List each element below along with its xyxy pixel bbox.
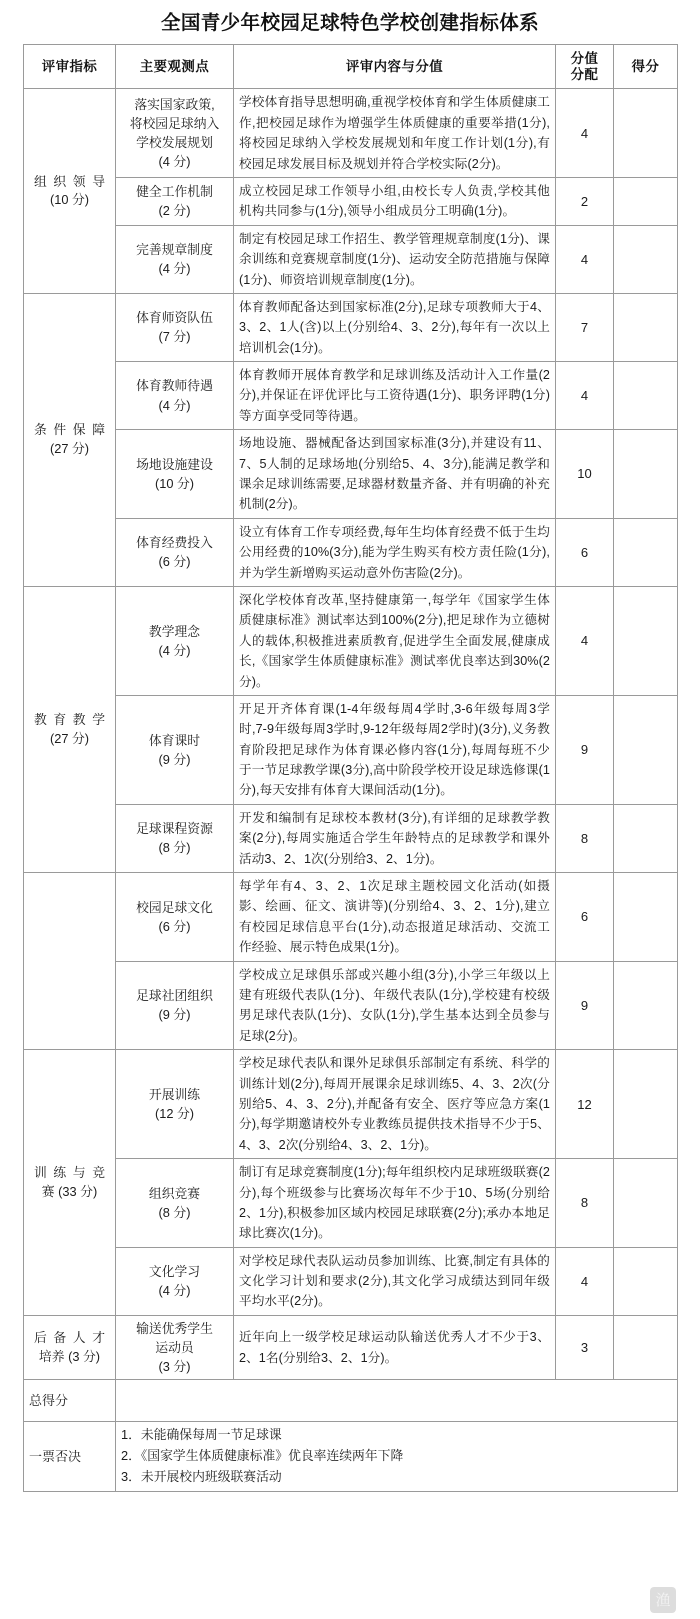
header-category: 评审指标 (24, 45, 116, 89)
score-allocation-cell: 6 (556, 873, 614, 962)
observation-name: 运动员 (155, 1340, 194, 1356)
content-cell: 对学校足球代表队运动员参加训练、比赛,制定有具体的文化学习计划和要求(2分),其文化学习成绩达到同年级平均水平(2分)。 (234, 1247, 556, 1315)
watermark-glyph: 渔 (655, 1590, 671, 1609)
category-cell (24, 89, 116, 294)
content-cell: 开发和编制有足球校本教材(3分),有详细的足球教学教案(2分),每周实施适合学生年龄特点的足球教学和课外活动3、2、1次(分别给3、2、1分)。 (234, 804, 556, 872)
veto-label: 一票否决 (24, 1422, 116, 1491)
observation-cell (116, 430, 234, 519)
table-header (24, 45, 678, 89)
observation-points: (9 分) (158, 751, 191, 767)
category-cell (24, 1050, 116, 1316)
category-points: 培养 (3 分) (38, 1348, 101, 1364)
table-row (24, 225, 678, 293)
observation-points: (4 分) (158, 261, 191, 277)
table-row (24, 518, 678, 586)
observation-points: (8 分) (158, 1204, 191, 1220)
observation-points: (6 分) (158, 918, 191, 934)
category-points: (10 分) (49, 192, 90, 208)
category-name: 后备人才 (34, 1330, 105, 1346)
total-score-label: 总得分 (24, 1380, 116, 1422)
table-body (24, 89, 678, 1491)
mark-cell[interactable] (614, 225, 678, 293)
table-row (24, 1247, 678, 1315)
content-cell: 体育教师配备达到国家标准(2分),足球专项教师大于4、3、2、1人(含)以上(分别给4、3、2分),每年有一次以上培训机会(1分)。 (234, 293, 556, 361)
header-score-allocation (556, 45, 614, 89)
content-cell: 设立有体育工作专项经费,每年生均体育经费不低于生均公用经费的10%(3分),能为学生购买有校方责任险(1分),并为学生新增购买运动意外伤害险(2分)。 (234, 518, 556, 586)
mark-cell[interactable] (614, 362, 678, 430)
score-allocation-cell: 4 (556, 225, 614, 293)
score-allocation-cell: 8 (556, 1159, 614, 1248)
category-cell-empty (24, 873, 116, 1050)
observation-name: 校园足球文化 (136, 899, 213, 915)
content-cell: 每学年有4、3、2、1次足球主题校园文化活动(如摄影、绘画、征文、演讲等)(分别给4、3、2、1分),建立有校园足球信息平台(1分),动态报道足球活动、交流工作经验、展示特色成果(1分)。 (234, 873, 556, 962)
mark-cell[interactable] (614, 873, 678, 962)
observation-name: 学校发展规划 (136, 135, 213, 151)
observation-name: 文化学习 (148, 1264, 201, 1280)
category-name: 教育教学 (34, 711, 105, 727)
veto-list-item: 1．未能确保每周一节足球课 (121, 1427, 282, 1443)
mark-cell[interactable] (614, 1315, 678, 1380)
table-row (24, 1159, 678, 1248)
score-allocation-cell: 6 (556, 518, 614, 586)
mark-cell[interactable] (614, 430, 678, 519)
observation-points: (12 分) (154, 1106, 195, 1122)
score-allocation-cell: 12 (556, 1050, 614, 1159)
score-allocation-cell: 7 (556, 293, 614, 361)
observation-cell (116, 1050, 234, 1159)
mark-cell[interactable] (614, 695, 678, 804)
header-mark: 得分 (614, 45, 678, 89)
content-cell: 制定有校园足球工作招生、教学管理规章制度(1分)、课余训练和竞赛规章制度(1分)、运动安全防范措施与保障(1分)、师资培训规章制度(1分)。 (234, 225, 556, 293)
observation-cell (116, 804, 234, 872)
mark-cell[interactable] (614, 1159, 678, 1248)
content-cell: 近年向上一级学校足球运动队输送优秀人才不少于3、2、1名(分别给3、2、1分)。 (234, 1315, 556, 1380)
observation-points: (4 分) (158, 642, 191, 658)
observation-points: (9 分) (158, 1007, 191, 1023)
observation-name: 体育师资队伍 (136, 310, 213, 326)
table-row (24, 873, 678, 962)
observation-cell (116, 873, 234, 962)
observation-name: 教学理念 (148, 623, 201, 639)
observation-name: 落实国家政策, (134, 96, 215, 112)
table-row (24, 1050, 678, 1159)
observation-name: 足球课程资源 (136, 821, 213, 837)
observation-name: 健全工作机制 (136, 184, 213, 200)
table-row (24, 89, 678, 178)
veto-row (24, 1422, 678, 1491)
category-name: 训练与竞 (34, 1164, 105, 1180)
observation-cell (116, 225, 234, 293)
table-row (24, 177, 678, 225)
observation-name: 输送优秀学生 (136, 1320, 213, 1336)
table-row (24, 430, 678, 519)
category-points: 赛 (33 分) (41, 1183, 98, 1199)
observation-cell (116, 961, 234, 1050)
veto-list-item: 3．未开展校内班级联赛活动 (121, 1468, 282, 1484)
table-row (24, 362, 678, 430)
score-allocation-cell: 10 (556, 430, 614, 519)
observation-name: 场地设施建设 (136, 456, 213, 472)
score-allocation-cell: 2 (556, 177, 614, 225)
observation-cell (116, 695, 234, 804)
page-title: 全国青少年校园足球特色学校创建指标体系 (160, 12, 540, 34)
category-name: 组织领导 (34, 173, 105, 189)
mark-cell[interactable] (614, 1050, 678, 1159)
observation-cell (116, 1315, 234, 1380)
score-allocation-cell: 4 (556, 586, 614, 695)
table-row (24, 1315, 678, 1380)
observation-name: 足球社团组织 (136, 988, 213, 1004)
observation-cell (116, 586, 234, 695)
table-row (24, 961, 678, 1050)
content-cell: 制订有足球竞赛制度(1分);每年组织校内足球班级联赛(2分),每个班级参与比赛场次每年不少于10、5场(分别给2、1分),积极参加区域内校园足球联赛(2分);承办本地足球比赛次(1分)。 (234, 1159, 556, 1248)
score-allocation-cell: 4 (556, 1247, 614, 1315)
observation-name: 完善规章制度 (136, 242, 213, 258)
table-row (24, 586, 678, 695)
score-allocation-cell: 9 (556, 695, 614, 804)
observation-name: 组织竞赛 (148, 1185, 201, 1201)
score-allocation-cell: 4 (556, 362, 614, 430)
observation-points: (10 分) (154, 476, 195, 492)
observation-cell (116, 177, 234, 225)
score-allocation-cell: 9 (556, 961, 614, 1050)
indicator-table (23, 44, 678, 1491)
mark-cell[interactable] (614, 1247, 678, 1315)
table-row (24, 804, 678, 872)
veto-list (121, 1425, 672, 1487)
veto-conditions (116, 1422, 678, 1491)
category-cell (24, 1315, 116, 1380)
observation-name: 体育课时 (148, 732, 201, 748)
header-observation: 主要观测点 (116, 45, 234, 89)
observation-points: (4 分) (158, 154, 191, 170)
observation-name: 体育经费投入 (136, 535, 213, 551)
observation-points: (4 分) (158, 397, 191, 413)
observation-points: (2 分) (158, 203, 191, 219)
mark-cell[interactable] (614, 177, 678, 225)
mark-cell[interactable] (614, 586, 678, 695)
total-score-row (24, 1380, 678, 1422)
content-cell: 学校体育指导思想明确,重视学校体育和学生体质健康工作,把校园足球作为增强学生体质健康的重要举措(1分),将校园足球纳入学校发展规划和年度工作计划(1分),有校园足球发展目标及规划并符合学校实际(2分)。 (234, 89, 556, 178)
content-cell: 体育教师开展体育教学和足球训练及活动计入工作量(2分),并保证在评优评比与工资待遇(1分)、职务评聘(1分)等方面享受同等待遇。 (234, 362, 556, 430)
category-cell (24, 293, 116, 586)
category-cell (24, 586, 116, 872)
header-content: 评审内容与分值 (234, 45, 556, 89)
mark-cell[interactable] (614, 293, 678, 361)
observation-points: (8 分) (158, 840, 191, 856)
table-row (24, 293, 678, 361)
category-points: (27 分) (49, 440, 90, 456)
content-cell: 深化学校体育改革,坚持健康第一,每学年《国家学生体质健康标准》测试率达到100%(2分),把足球作为立德树人的载体,积极推进素质教育,促进学生全面发展,健康成长,《国家学生体质健康标准》测试率优良率达到30%(2分)。 (234, 586, 556, 695)
mark-cell[interactable] (614, 961, 678, 1050)
mark-cell[interactable] (614, 89, 678, 178)
observation-points: (4 分) (158, 1283, 191, 1299)
header-row (24, 45, 678, 89)
observation-cell (116, 89, 234, 178)
observation-cell (116, 1247, 234, 1315)
category-name: 条件保障 (34, 422, 105, 438)
observation-name: 开展训练 (148, 1086, 201, 1102)
observation-cell (116, 293, 234, 361)
watermark-icon (650, 1587, 676, 1613)
content-cell: 场地设施、器械配备达到国家标准(3分),并建设有11、7、5人制的足球场地(分别给5、4、3分),能满足教学和课余足球训练需要,足球器材数量齐备、并有明确的补充机制(2分)。 (234, 430, 556, 519)
header-score-line1: 分值 (570, 50, 599, 66)
content-cell: 学校足球代表队和课外足球俱乐部制定有系统、科学的训练计划(2分),每周开展课余足球训练5、4、3、2次(分别给5、4、3、2分),并配备有安全、医疗等应急方案(1分),每学期邀请校外专业教练员提供技术指导不少于5、4、3、2次(分别给4、3、2、1分)。 (234, 1050, 556, 1159)
mark-cell[interactable] (614, 804, 678, 872)
category-points: (27 分) (49, 730, 90, 746)
observation-name: 将校园足球纳入 (129, 115, 220, 131)
content-cell: 成立校园足球工作领导小组,由校长专人负责,学校其他机构共同参与(1分),领导小组成员分工明确(1分)。 (234, 177, 556, 225)
mark-cell[interactable] (614, 518, 678, 586)
observation-points: (7 分) (158, 329, 191, 345)
content-cell: 开足开齐体育课(1-4年级每周4学时,3-6年级每周3学时,7-9年级每周3学时,9-12年级每周2学时)(3分),义务教育阶段把足球作为体育课必修内容(1分),每周每班不少于一节足球教学课(3分),高中阶段学校开设足球选修课(1分),每天安排有体育大课间活动(1分)。 (234, 695, 556, 804)
header-score-line2: 分配 (570, 66, 599, 82)
observation-points: (6 分) (158, 554, 191, 570)
observation-cell (116, 518, 234, 586)
veto-list-item: 2．《国家学生体质健康标准》优良率连续两年下降 (121, 1448, 404, 1464)
score-allocation-cell: 3 (556, 1315, 614, 1380)
table-row (24, 695, 678, 804)
observation-cell (116, 362, 234, 430)
observation-points: (3 分) (158, 1359, 191, 1375)
observation-name: 体育教师待遇 (136, 378, 213, 394)
content-cell: 学校成立足球俱乐部或兴趣小组(3分),小学三年级以上建有班级代表队(1分)、年级代表队(1分),学校建有校级男足球代表队(1分)、女队(1分),学生基本达到全员参与足球(2分)。 (234, 961, 556, 1050)
observation-cell (116, 1159, 234, 1248)
total-score-value[interactable] (116, 1380, 678, 1422)
score-allocation-cell: 4 (556, 89, 614, 178)
score-allocation-cell: 8 (556, 804, 614, 872)
